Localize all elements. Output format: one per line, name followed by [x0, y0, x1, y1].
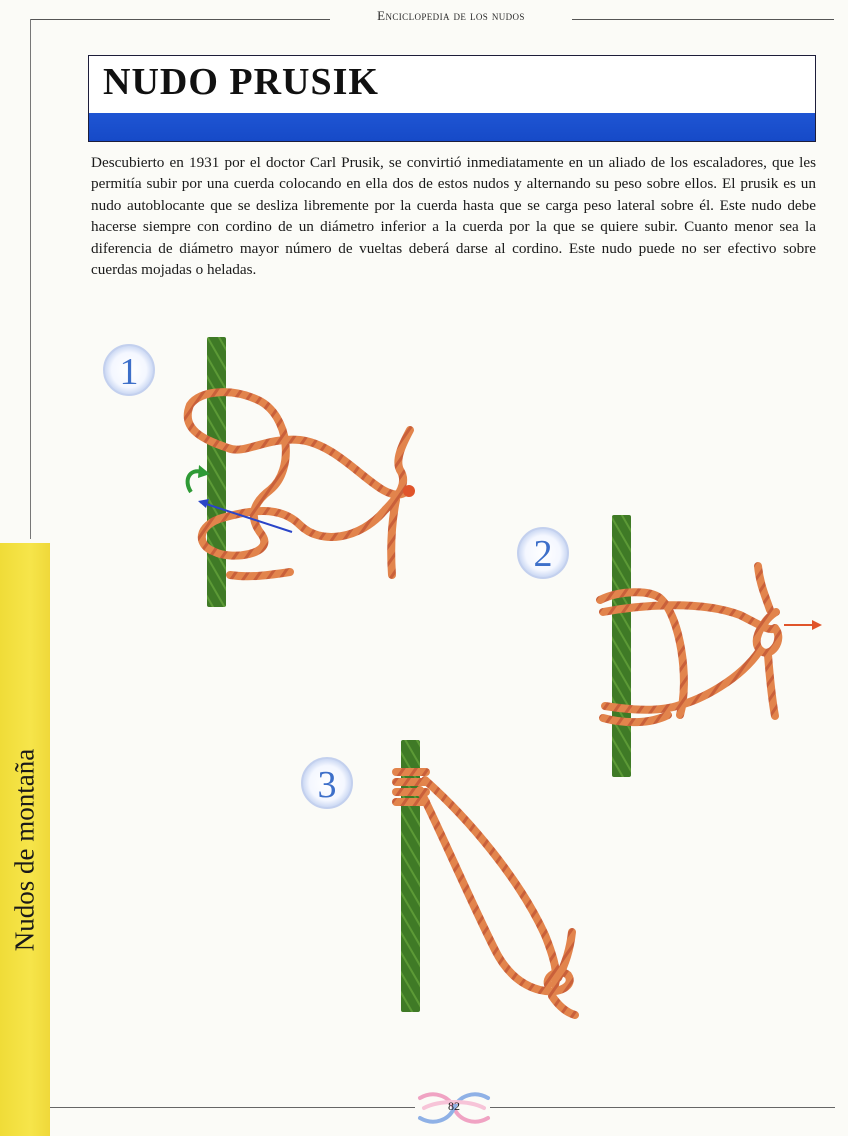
- chapter-side-label: Nudos de montaña: [9, 748, 40, 952]
- step-2-number: 2: [533, 533, 553, 575]
- step-2-badge: [518, 528, 568, 578]
- step-2-main-rope: [612, 515, 631, 777]
- footer-rule-right: [490, 1107, 835, 1108]
- page-number: 82: [448, 1099, 460, 1113]
- step-2: [518, 515, 822, 777]
- step-3-number: 3: [317, 764, 337, 806]
- footer-rule-left: [50, 1107, 415, 1108]
- step-1: [104, 337, 415, 607]
- intro-paragraph: Descubierto en 1931 por el doctor Carl Prusik, se convirtió inmediatamente en un aliado de los escaladores, que les permitía subir por una cuerda colocando en ella dos de estos nudos y alternando su peso sobre ellos. El prusik es un nudo autoblocante que se desliza libremente por la cuerda hasta que se carga peso lateral sobre él. Este nudo debe hacerse siempre con cordino de un diámetro inferior a la cuerda por la que se quiere subir. Cuanto menor sea la diferencia de diámetro mayor número de vueltas deberá darse al cordino. Este nudo puede no ser efectivo sobre cuerdas mojadas o heladas.: [91, 154, 816, 279]
- step-1-badge: [104, 345, 154, 395]
- step-1-main-rope: [207, 337, 226, 607]
- step-3-badge: [302, 758, 352, 808]
- running-head: Enciclopedia de los nudos: [377, 8, 525, 23]
- step-3-cord: [396, 772, 575, 1015]
- step-1-number: 1: [119, 351, 139, 393]
- step-1-cord-end: [403, 485, 415, 497]
- page-title: NUDO PRUSIK: [103, 61, 379, 103]
- step-3: [302, 740, 575, 1015]
